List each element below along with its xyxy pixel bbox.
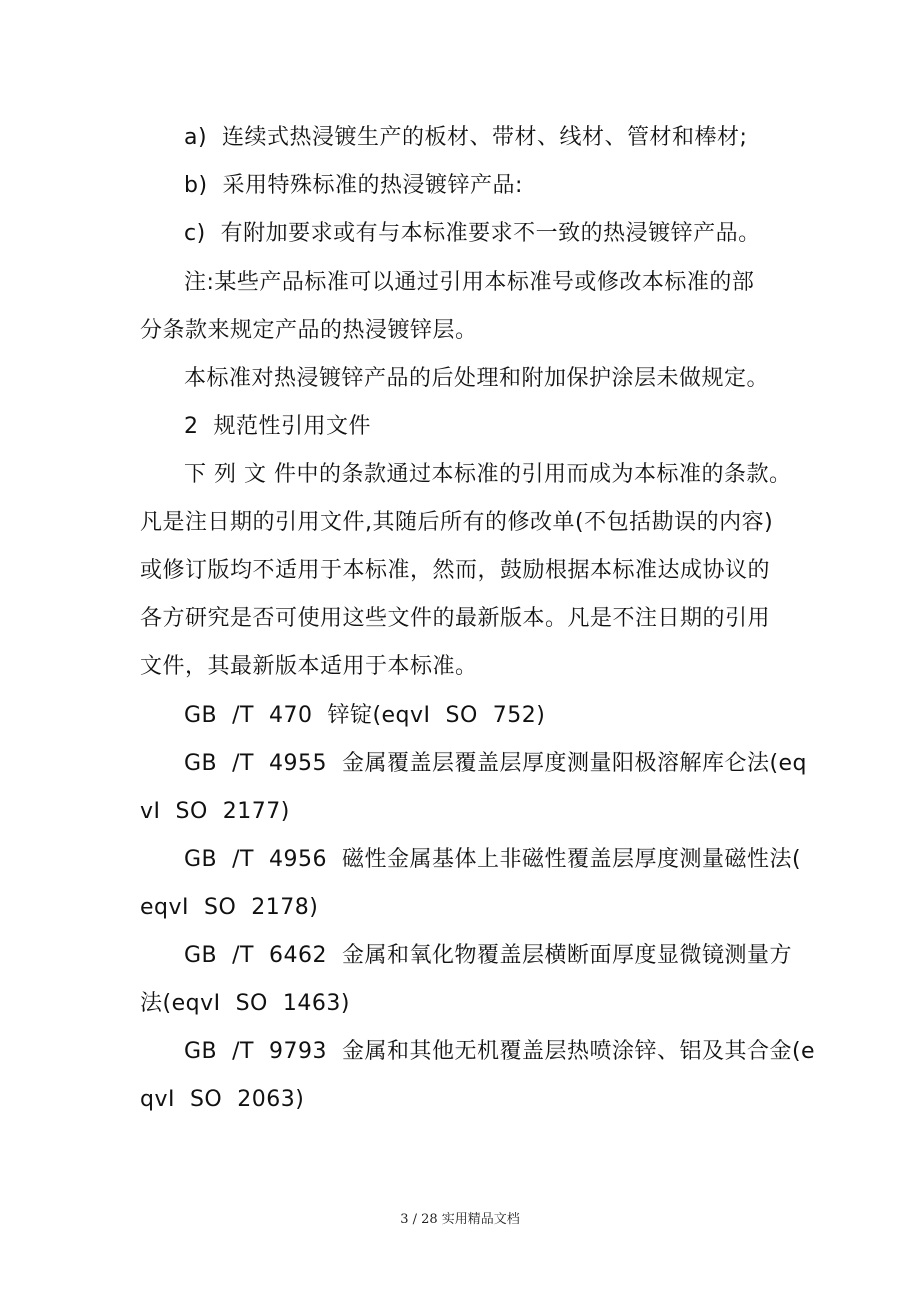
note-line-1: 注:某些产品标准可以通过引用本标准号或修改本标准的部 bbox=[184, 270, 755, 295]
references-paragraph-line-3: 或修订版均不适用于本标准，然而，鼓励根据本标准达成协议的 bbox=[140, 558, 771, 583]
references-paragraph-line-1: 下 列 文 件中的条款通过本标准的引用而成为本标准的条款。 bbox=[184, 462, 792, 487]
reference-gb-t-470: GB /T 470 锌锭(eqvI SO 752) bbox=[184, 703, 546, 728]
reference-gb-t-6462-line-2: 法(eqvI SO 1463) bbox=[140, 991, 350, 1016]
note-line-2: 分条款来规定产品的热浸镀锌层。 bbox=[140, 318, 478, 343]
references-paragraph-line-5: 文件，其最新版本适用于本标准。 bbox=[140, 654, 478, 679]
reference-gb-t-6462-line-1: GB /T 6462 金属和氧化物覆盖层横断面厚度显微镜测量方 bbox=[184, 943, 792, 968]
section-heading-normative-references: 2 规范性引用文件 bbox=[184, 414, 371, 439]
references-paragraph-line-4: 各方研究是否可使用这些文件的最新版本。凡是不注日期的引用 bbox=[140, 606, 771, 631]
post-treatment-line: 本标准对热浸镀锌产品的后处理和附加保护涂层未做规定。 bbox=[184, 366, 770, 391]
scope-item-b: b) 采用特殊标准的热浸镀锌产品: bbox=[184, 173, 523, 198]
reference-gb-t-9793-line-1: GB /T 9793 金属和其他无机覆盖层热喷涂锌、铝及其合金(e bbox=[184, 1039, 816, 1064]
reference-gb-t-4955-line-1: GB /T 4955 金属覆盖层覆盖层厚度测量阳极溶解库仑法(eq bbox=[184, 751, 808, 776]
reference-gb-t-4956-line-2: eqvI SO 2178) bbox=[140, 895, 319, 920]
references-paragraph-line-2: 凡是注日期的引用文件,其随后所有的修改单(不包括勘误的内容) bbox=[140, 510, 774, 535]
reference-gb-t-9793-line-2: qvI SO 2063) bbox=[140, 1087, 305, 1112]
page-footer: 3 / 28 实用精品文档 bbox=[400, 1212, 520, 1227]
scope-item-a: a) 连续式热浸镀生产的板材、带材、线材、管材和棒材; bbox=[184, 125, 748, 150]
reference-gb-t-4955-line-2: vI SO 2177) bbox=[140, 799, 290, 824]
scope-item-c: c) 有附加要求或有与本标准要求不一致的热浸镀锌产品。 bbox=[184, 221, 761, 246]
reference-gb-t-4956-line-1: GB /T 4956 磁性金属基体上非磁性覆盖层厚度测量磁性法( bbox=[184, 847, 802, 872]
